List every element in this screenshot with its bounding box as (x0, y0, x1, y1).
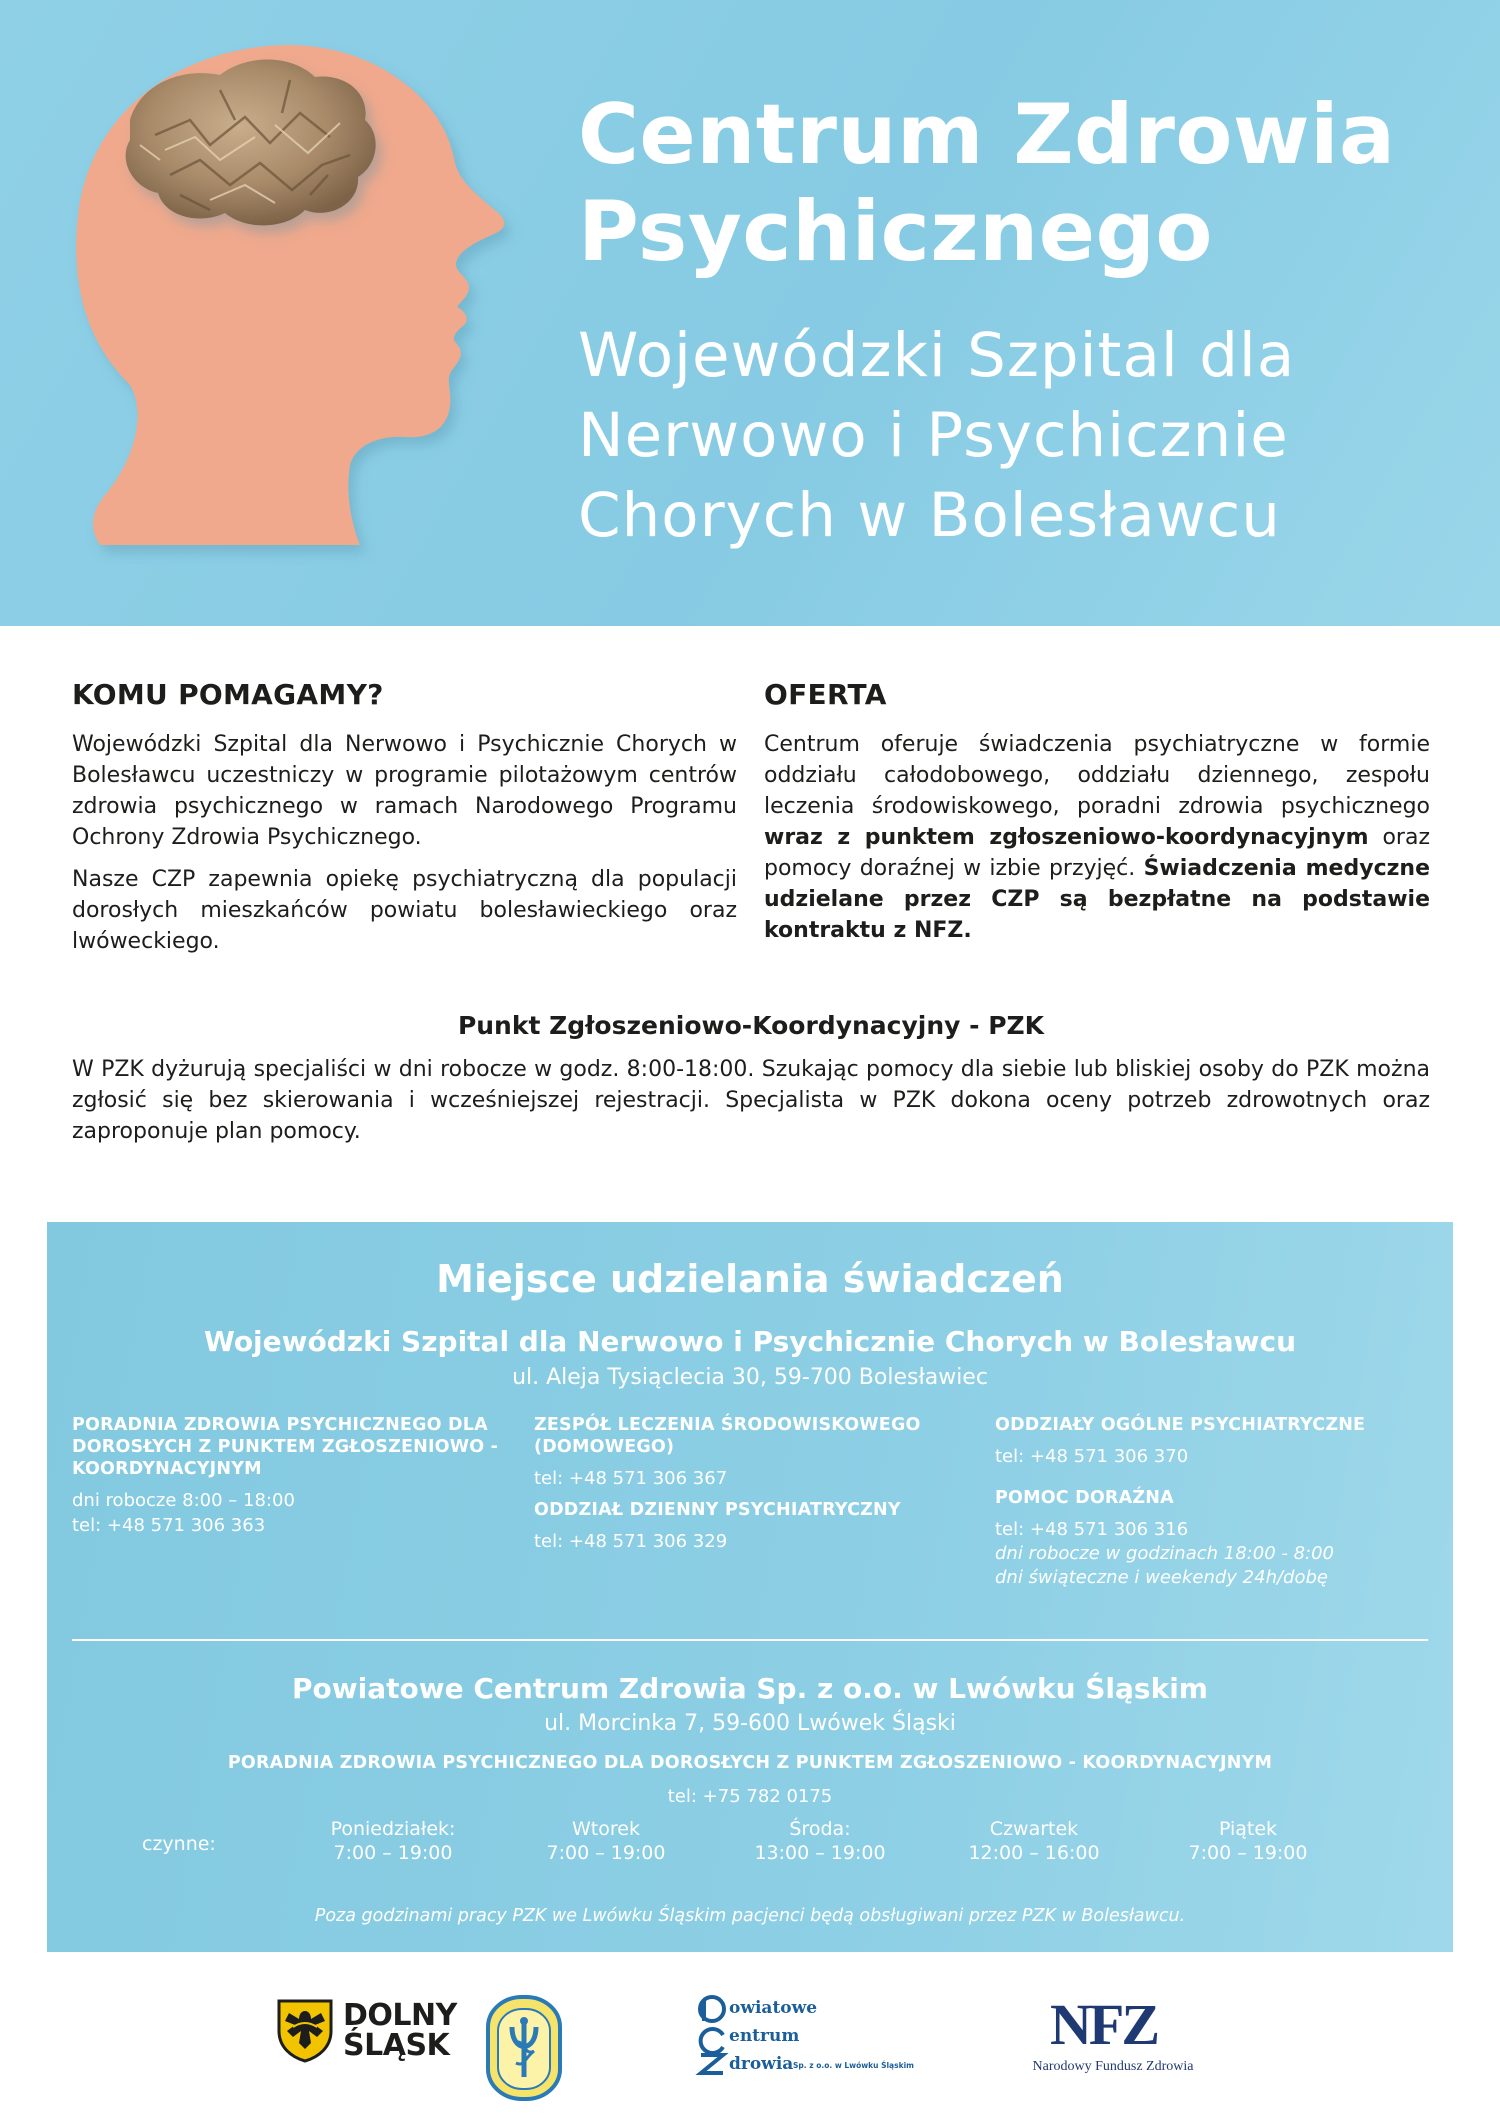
service-poradnia (72, 1414, 522, 1538)
service-name: ODDZIAŁY OGÓLNE PSYCHIATRYCZNE (995, 1415, 1366, 1435)
service-column-2 (534, 1414, 984, 1554)
dolny-slask-logo (275, 1997, 465, 2065)
dolny-slask-text (343, 1998, 457, 2063)
hero-title-line: Psychicznego (578, 183, 1213, 280)
service-name: POMOC DORAŹNA (995, 1488, 1174, 1508)
service-hours: dni robocze w godzinach 18:00 - 8:00 (995, 1543, 1335, 1564)
pzk-text: W PZK dyżurują specjaliści w dni robocze w godz. 8:00-18:00. Szukając pomocy dla siebie lub bliskiej osoby do PZK można zgłosić się bez skierowania i wcześniejszej rejestracji. Specjalista w PZK dokona oceny potrzeb zdrowotnych oraz zaproponuje plan pomocy. (72, 1057, 1430, 1144)
second-location-name: Powiatowe Centrum Zdrowia Sp. z o.o. w Lwówku Śląskim (292, 1672, 1208, 1705)
hero-title (578, 86, 1478, 280)
day-hours: 7:00 – 19:00 (333, 1842, 453, 1864)
crumpled-paper-brain (126, 60, 376, 226)
hospital-address: ul. Aleja Tysiąclecia 30, 59-700 Bolesławiec (512, 1365, 988, 1390)
hero-subtitle-line: Chorych w Bolesławcu (578, 480, 1281, 551)
opening-day (730, 1817, 910, 1865)
pcz-word-3: drowia (729, 2054, 794, 2074)
service-name: ODDZIAŁ DZIENNY PSYCHIATRYCZNY (534, 1500, 901, 1520)
day-hours: 13:00 – 19:00 (754, 1842, 886, 1864)
day-name: Środa: (789, 1818, 851, 1840)
pzk-heading: Punkt Zgłoszeniowo-Koordynacyjny - PZK (457, 1011, 1045, 1040)
eagle-crest-icon (275, 1997, 335, 2063)
who-we-help-paragraph-2: Nasze CZP zapewnia opiekę psychiatryczną dla populacji dorosłych mieszkańców powiatu bolesławieckiego oraz lwóweckiego. (72, 867, 737, 954)
hospital-emblem-icon (484, 1993, 564, 2103)
offer-section (764, 675, 1430, 957)
offer-text-bold-a: wraz z punktem zgłoszeniowo-koordynacyjnym (764, 825, 1369, 850)
nfz-letters: NFZ (1050, 1992, 1157, 2057)
opening-day (944, 1817, 1124, 1865)
service-phone[interactable]: tel: +48 571 306 363 (72, 1515, 266, 1536)
section-divider (72, 1639, 1428, 1641)
after-hours-note: Poza godzinami pracy PZK we Lwówku Śląskim pacjenci będą obsługiwani przez PZK w Bolesławcu. (314, 1906, 1186, 1926)
nfz-logo (1010, 1992, 1210, 2085)
pzk-section (72, 1006, 1430, 1147)
pcz-word-2: entrum (729, 2026, 800, 2046)
who-we-help-heading: KOMU POMAGAMY? (72, 678, 384, 711)
pcz-letters-icon (695, 1995, 729, 2075)
second-location-department: PORADNIA ZDROWIA PSYCHICZNEGO DLA DOROSŁYCH Z PUNKTEM ZGŁOSZENIOWO - KOORDYNACYJNYM (227, 1753, 1273, 1773)
partner-logos (0, 1975, 1500, 2105)
who-we-help-section (72, 675, 737, 968)
day-name: Piątek (1218, 1818, 1278, 1840)
offer-heading: OFERTA (764, 678, 887, 711)
day-name: Poniedziałek: (330, 1818, 456, 1840)
service-locations-box (47, 1222, 1453, 1952)
service-locations-title: Miejsce udzielania świadczeń (436, 1257, 1064, 1301)
service-hours: dni świąteczne i weekendy 24h/dobę (995, 1567, 1328, 1588)
pcz-small-text: Sp. z o.o. w Lwówku Śląskim (793, 2061, 914, 2070)
service-phone[interactable]: tel: +48 571 306 370 (995, 1446, 1189, 1467)
service-hours: dni robocze 8:00 – 18:00 (72, 1490, 295, 1511)
hospital-name: Wojewódzki Szpital dla Nerwowo i Psychicznie Chorych w Bolesławcu (203, 1325, 1297, 1358)
offer-paragraph (764, 729, 1430, 946)
second-location-phone[interactable]: tel: +75 782 0175 (667, 1786, 833, 1807)
day-name: Wtorek (572, 1818, 640, 1840)
head-profile-illustration (60, 25, 560, 565)
offer-text-b: oraz pomocy doraźnej w izbie przyjęć. (764, 825, 1430, 881)
who-we-help-paragraph-1: Wojewódzki Szpital dla Nerwowo i Psychicznie Chorych w Bolesławcu uczestniczy w programie pilotażowym centrów zdrowia psychicznego w ramach Narodowego Programu Ochrony Zdrowia Psychicznego. (72, 732, 737, 850)
powiatowe-centrum-zdrowia-logo (695, 1995, 925, 2075)
offer-text-bold-b: Świadczenia medyczne udzielane przez CZP są bezpłatne na podstawie kontraktu z NFZ. (764, 856, 1430, 943)
second-location-address: ul. Morcinka 7, 59-600 Lwówek Śląski (544, 1711, 956, 1736)
opening-day (1158, 1817, 1338, 1865)
service-name: ZESPÓŁ LECZENIA ŚRODOWISKOWEGO (DOMOWEGO) (534, 1415, 921, 1457)
opening-day (303, 1817, 483, 1865)
hero-subtitle-line: Wojewódzki Szpital dla (578, 320, 1296, 391)
slask-line: ŚLĄSK (343, 2028, 450, 2063)
opening-hours-label: czynne: (142, 1833, 216, 1855)
nfz-caption: Narodowy Fundusz Zdrowia (1032, 2059, 1194, 2074)
offer-text-a: Centrum oferuje świadczenia psychiatryczne w formie oddziału całodobowego, oddziału dziennego, zespołu leczenia środowiskowego, poradni zdrowia psychicznego (764, 732, 1430, 819)
hospital-emblem-logo (484, 1993, 564, 2103)
service-column-3 (995, 1414, 1445, 1590)
hero-title-line: Centrum Zdrowia (578, 86, 1396, 183)
day-hours: 12:00 – 16:00 (968, 1842, 1100, 1864)
pcz-word-1: owiatowe (729, 1998, 818, 2018)
day-name: Czwartek (989, 1818, 1079, 1840)
hero-subtitle-line: Nerwowo i Psychicznie (578, 400, 1289, 471)
opening-day (516, 1817, 696, 1865)
dolny-line: DOLNY (343, 1998, 457, 2033)
day-hours: 7:00 – 19:00 (1188, 1842, 1308, 1864)
service-phone[interactable]: tel: +48 571 306 329 (534, 1531, 728, 1552)
service-phone[interactable]: tel: +48 571 306 367 (534, 1468, 728, 1489)
service-name: PORADNIA ZDROWIA PSYCHICZNEGO DLA DOROSŁYCH Z PUNKTEM ZGŁOSZENIOWO - KOORDYNACYJNYM (72, 1415, 499, 1479)
service-phone[interactable]: tel: +48 571 306 316 (995, 1519, 1189, 1540)
hero-subtitle (578, 316, 1478, 556)
hero-banner (0, 0, 1500, 626)
day-hours: 7:00 – 19:00 (546, 1842, 666, 1864)
